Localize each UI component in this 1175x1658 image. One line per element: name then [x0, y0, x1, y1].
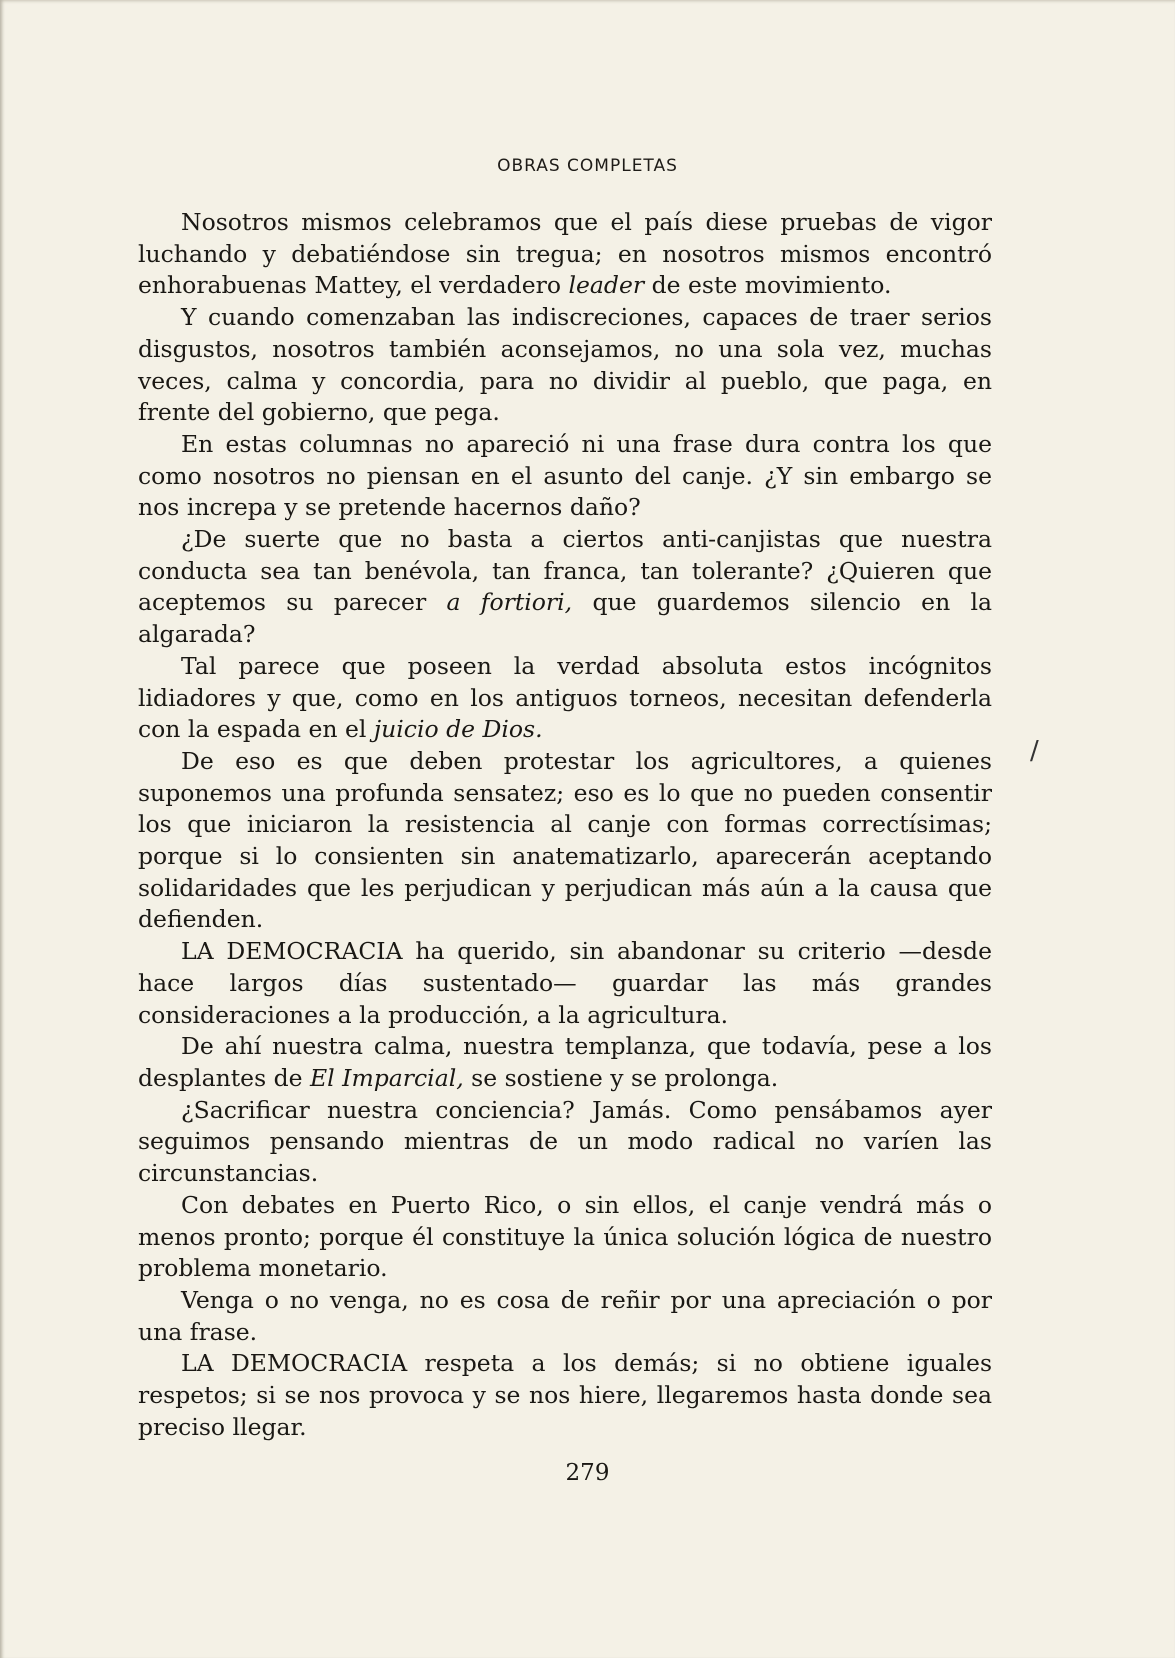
- paragraph: [138, 207, 992, 302]
- text-run: se sostiene y se prolonga.: [463, 1063, 779, 1092]
- text-run: Tal parece que poseen la verdad absoluta estos incógnitos lidiadores y que, como en los antiguos torneos, necesitan defenderla con la espada en el: [138, 651, 992, 744]
- text-run: LA DEMOCRACIA respeta a los demás; si no obtiene iguales respetos; si se nos provoca y se nos hiere, llegaremos hasta donde sea preciso llegar.: [138, 1349, 992, 1441]
- paragraph: [138, 1190, 992, 1285]
- paragraph: [138, 524, 992, 651]
- paragraph: [138, 1095, 992, 1190]
- text-run: De eso es que deben protestar los agricultores, a quienes suponemos una profunda sensatez; eso es lo que no pueden consentir los que iniciaron la resistencia al canje con formas correctísimas; porque si lo consienten sin anatematizarlo, aparecerán aceptando solidaridades que les perjudican y perjudican más aún a la causa que defienden.: [138, 746, 992, 934]
- text-run: Venga o no venga, no es cosa de reñir por una apreciación o por una frase.: [138, 1285, 992, 1346]
- text-run: Nosotros mismos celebramos que el país diese pruebas de vigor luchando y debatiéndose sin tregua; en nosotros mismos encontró enhorabuenas Mattey, el verdadero: [138, 208, 992, 300]
- paragraph: [138, 302, 992, 429]
- text-run: de este movimiento.: [644, 271, 892, 300]
- text-run: ¿Sacrificar nuestra conciencia? Jamás. Como pensábamos ayer seguimos pensando mientras de un modo radical no varíen las circunstancias.: [138, 1095, 992, 1188]
- paragraph: [138, 1031, 992, 1094]
- body-text: [138, 207, 992, 1443]
- text-run: ¿De suerte que no basta a ciertos anti-canjistas que nuestra conducta sea tan benévola, tan franca, tan tolerante? ¿Quieren que aceptemos su parecer: [138, 525, 992, 617]
- paragraph: [138, 651, 992, 746]
- paragraph: [138, 429, 992, 524]
- italic-text: leader: [568, 271, 645, 300]
- italic-text: El Imparcial,: [310, 1063, 464, 1092]
- text-run: En estas columnas no apareció ni una frase dura contra los que como nosotros no piensan en el asunto del canje. ¿Y sin embargo se nos increpa y se pretende hacernos daño?: [138, 429, 992, 522]
- running-head: OBRAS COMPLETAS: [497, 156, 678, 176]
- italic-text: juicio de Dios.: [373, 715, 543, 744]
- text-run: De ahí nuestra calma, nuestra templanza, que todavía, pese a los desplantes de: [138, 1032, 992, 1092]
- paragraph: [138, 746, 992, 936]
- paragraph: [138, 1348, 992, 1443]
- italic-text: a fortiori,: [446, 588, 573, 617]
- paragraph: [138, 936, 992, 1031]
- margin-mark: /: [1030, 736, 1039, 766]
- text-run: que guardemos silencio en la algarada?: [138, 588, 993, 649]
- text-run: Y cuando comenzaban las indiscreciones, capaces de traer serios disgustos, nosotros también aconsejamos, no una sola vez, muchas veces, calma y concordia, para no dividir al pueblo, que paga, en frente del gobierno, que pega.: [138, 303, 992, 427]
- text-run: Con debates en Puerto Rico, o sin ellos, el canje vendrá más o menos pronto; porque él constituye la única solución lógica de nuestro problema monetario.: [138, 1190, 992, 1283]
- text-run: LA DEMOCRACIA ha querido, sin abandonar su criterio —desde hace largos días sustentado— guardar las más grandes consideraciones a la producción, a la agricultura.: [138, 937, 992, 1029]
- paragraph: [138, 1285, 992, 1348]
- page-number: 279: [565, 1460, 610, 1486]
